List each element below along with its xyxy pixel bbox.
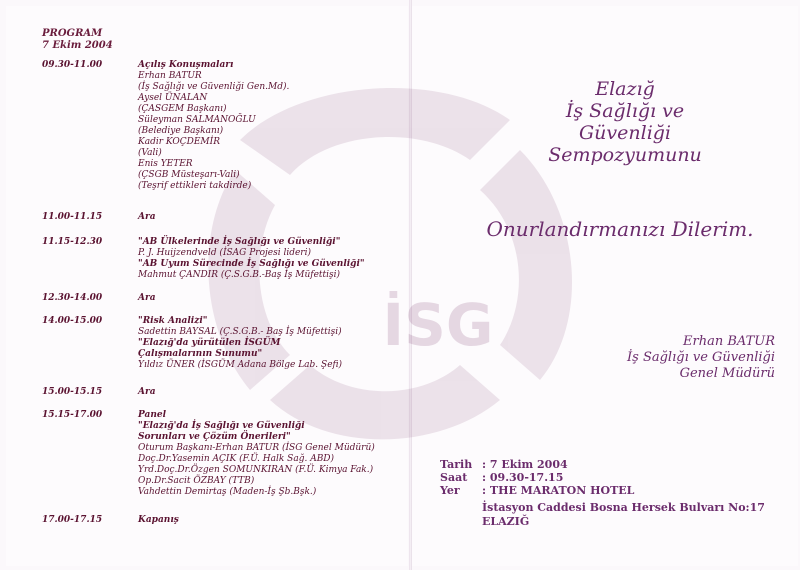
schedule-time: 11.15-12.30 — [42, 237, 103, 247]
schedule-line: "Elazığ'da yürütülen İSGÜM — [138, 338, 281, 348]
schedule-line: "AB Ülkelerinde İş Sağlığı ve Güvenliği" — [138, 237, 341, 247]
schedule-line: Erhan BATUR — [138, 71, 202, 81]
schedule-time: 12.30-14.00 — [42, 293, 103, 303]
schedule-line: Kapanış — [138, 515, 179, 525]
schedule-details — [138, 387, 408, 398]
schedule-line: Op.Dr.Sacit ÖZBAY (TTB) — [138, 476, 255, 486]
signature-title: İş Sağlığı ve Güvenliği — [627, 350, 775, 365]
schedule-line: Sorunları ve Çözüm Önerileri" — [138, 432, 291, 442]
schedule-line: Ara — [138, 293, 156, 303]
schedule-time: 09.30-11.00 — [42, 60, 103, 70]
schedule-line: Ara — [138, 387, 156, 397]
schedule-line: Yıldız ÜNER (İSGÜM Adana Bölge Lab. Şefi) — [138, 360, 343, 370]
schedule-line: Mahmut ÇANDIR (Ç.S.G.B.-Baş İş Müfettişi) — [138, 270, 341, 280]
schedule-time: 14.00-15.00 — [42, 316, 103, 326]
title-line: Elazığ — [595, 78, 655, 100]
event-place-row — [440, 484, 790, 497]
schedule-line: Oturum Başkanı-Erhan BATUR (İSG Genel Müdürü) — [138, 443, 375, 453]
symposium-title — [520, 78, 730, 166]
schedule-line: Kadir KOÇDEMİR — [138, 137, 220, 147]
schedule-line: "AB Uyum Sürecinde İş Sağlığı ve Güvenliği" — [138, 259, 365, 269]
schedule-line: Sadettin BAYSAL (Ç.S.G.B.- Baş İş Müfettişi) — [138, 327, 342, 337]
schedule-line: Ara — [138, 212, 156, 222]
schedule-line: "Elazığ'da İş Sağlığı ve Güvenliği — [138, 421, 305, 431]
title-line: İş Sağlığı ve Güvenliği — [565, 100, 685, 144]
event-date-label: Tarih — [440, 458, 473, 471]
schedule-line: Enis YETER — [138, 159, 193, 169]
schedule-details — [138, 515, 408, 526]
schedule-line: Süleyman SALMANOĞLU — [138, 115, 256, 125]
schedule-line: (ÇASGEM Başkanı) — [138, 104, 227, 114]
schedule-details — [138, 293, 408, 304]
event-place-value: : THE MARATON HOTEL — [482, 484, 635, 497]
event-date-row — [440, 458, 790, 471]
event-city: ELAZIĞ — [482, 515, 530, 528]
schedule-details — [138, 316, 408, 371]
schedule-line: Yrd.Doç.Dr.Özgen SOMUNKIRAN (F.Ü. Kimya Fak.) — [138, 465, 374, 475]
schedule-details — [138, 60, 408, 192]
schedule-line: Çalışmalarının Sunumu" — [138, 349, 263, 359]
event-date-value: : 7 Ekim 2004 — [482, 458, 568, 471]
schedule-line: Doç.Dr.Yasemin AÇIK (F.Ü. Halk Sağ. ABD) — [138, 454, 335, 464]
event-time-label: Saat — [440, 471, 468, 484]
event-time-value: : 09.30-17.15 — [482, 471, 564, 484]
event-time-row — [440, 471, 790, 484]
schedule-details — [138, 212, 408, 223]
logo-arc-right — [480, 150, 572, 380]
schedule-line: (ÇSGB Müsteşarı-Vali) — [138, 170, 240, 180]
schedule-time: 11.00-11.15 — [42, 212, 103, 222]
program-date: 7 Ekim 2004 — [42, 40, 113, 51]
schedule-time: 15.00-15.15 — [42, 387, 103, 397]
schedule-time: 15.15-17.00 — [42, 410, 103, 420]
schedule-line: (İş Sağlığı ve Güvenliği Gen.Md). — [138, 82, 290, 92]
schedule-line: Aysel ÜNALAN — [138, 93, 208, 103]
schedule-line: Vahdettin Demirtaş (Maden-İş Şb.Bşk.) — [138, 487, 317, 497]
event-address: İstasyon Caddesi Bosna Hersek Bulvarı No:17 — [482, 501, 765, 514]
schedule-line: P. J. Huijzendveld (İSAG Projesi lideri) — [138, 248, 312, 258]
schedule-line: (Belediye Başkanı) — [138, 126, 224, 136]
program-header — [42, 28, 113, 52]
program-title: PROGRAM — [42, 28, 103, 39]
schedule-details — [138, 237, 408, 281]
schedule-details — [138, 410, 408, 498]
signature-block — [560, 334, 775, 382]
schedule-line: "Risk Analizi" — [138, 316, 208, 326]
title-line: Sempozyumunu — [548, 144, 702, 166]
honor-text: Onurlandırmanızı Dilerim. — [486, 217, 754, 241]
logo-text: İSG — [382, 291, 494, 359]
schedule-line: (Vali) — [138, 148, 162, 158]
event-details — [440, 458, 790, 528]
schedule-line: Panel — [138, 410, 167, 420]
schedule-line: (Teşrif ettikleri takdirde) — [138, 181, 252, 191]
event-place-label: Yer — [440, 484, 460, 497]
schedule-time: 17.00-17.15 — [42, 515, 103, 525]
signature-title: Genel Müdürü — [679, 366, 775, 381]
schedule-line: Açılış Konuşmaları — [138, 60, 234, 70]
signature-name: Erhan BATUR — [683, 334, 775, 349]
